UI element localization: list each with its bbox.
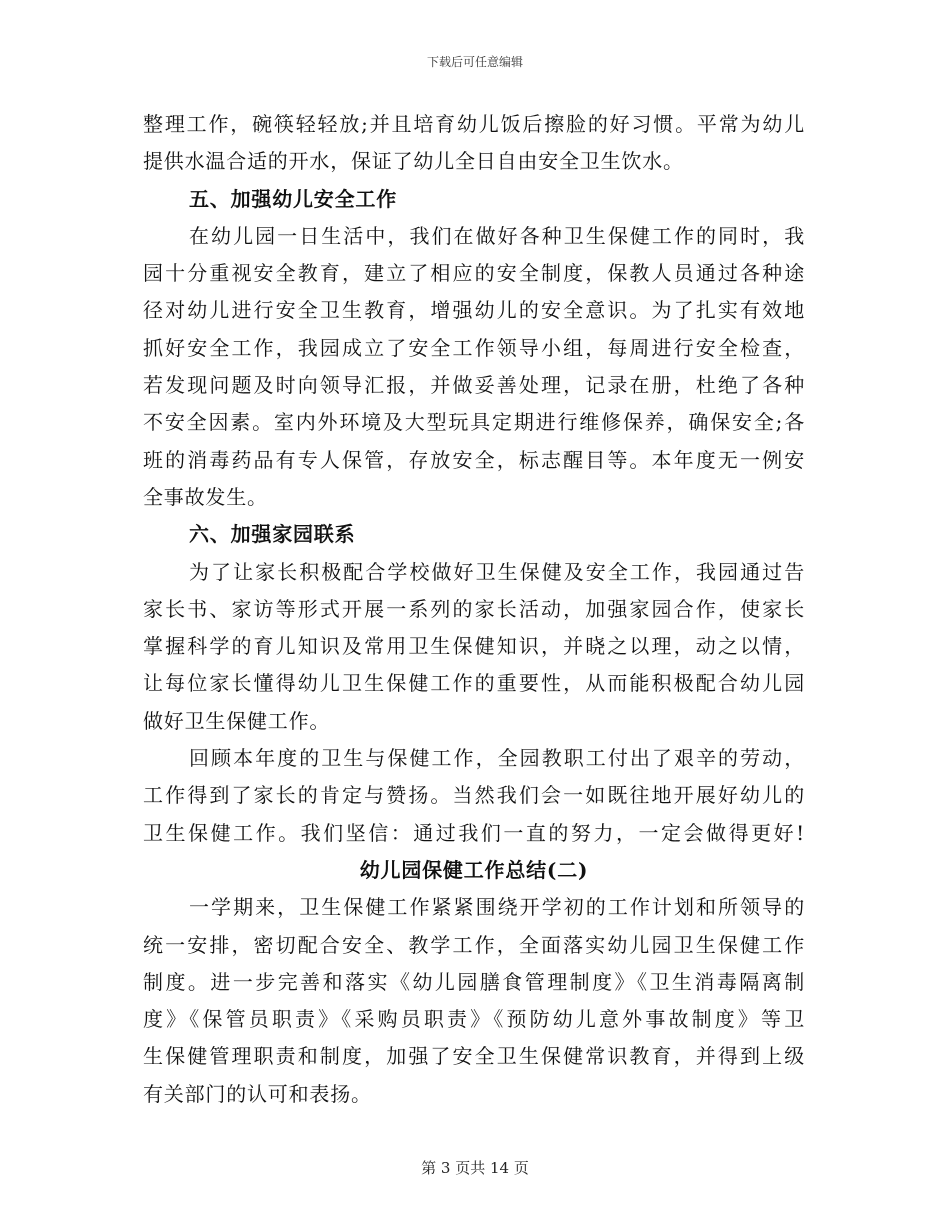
text-line: 度》《保管员职责》《采购员职责》《预防幼儿意外事故制度》等卫 xyxy=(143,1007,805,1032)
text-line: 径对幼儿进行安全卫生教育，增强幼儿的安全意识。为了扎实有效地 xyxy=(143,298,805,323)
text-line: 制度。进一步完善和落实《幼儿园膳食管理制度》《卫生消毒隔离制 xyxy=(143,969,805,994)
text-line: 抓好安全工作，我园成立了安全工作领导小组，每周进行安全检查， xyxy=(143,335,805,360)
text-line: 统一安排，密切配合安全、教学工作，全面落实幼儿园卫生保健工作 xyxy=(143,932,805,957)
text-line: 提供水温合适的开水，保证了幼儿全日自由安全卫生饮水。 xyxy=(143,149,684,174)
text-line: 有关部门的认可和表扬。 xyxy=(143,1081,372,1106)
text-line: 让每位家长懂得幼儿卫生保健工作的重要性，从而能积极配合幼儿园 xyxy=(143,671,805,696)
section-heading: 六、加强家园联系 xyxy=(189,522,356,547)
text-line: 若发现问题及时向领导汇报，并做妥善处理，记录在册，杜绝了各种 xyxy=(143,373,805,398)
document-body xyxy=(143,106,805,1113)
text-line: 在幼儿园一日生活中，我们在做好各种卫生保健工作的同时，我 xyxy=(189,223,805,248)
document-title: 幼儿园保健工作总结(二) xyxy=(359,857,589,882)
section-heading: 五、加强幼儿安全工作 xyxy=(189,186,397,211)
text-line: 掌握科学的育儿知识及常用卫生保健知识，并晓之以理，动之以情， xyxy=(143,634,805,659)
text-line: 整理工作，碗筷轻轻放;并且培育幼儿饭后擦脸的好习惯。平常为幼儿 xyxy=(143,112,805,136)
text-line: 工作得到了家长的肯定与赞扬。当然我们会一如既往地开展好幼儿的 xyxy=(143,783,805,808)
text-line: 班的消毒药品有专人保管，存放安全，标志醒目等。本年度无一例安 xyxy=(143,447,805,472)
text-line: 园十分重视安全教育，建立了相应的安全制度，保教人员通过各种途 xyxy=(143,261,805,286)
text-line: 卫生保健工作。我们坚信：通过我们一直的努力，一定会做得更好! xyxy=(143,820,805,845)
text-line: 全事故发生。 xyxy=(143,484,268,509)
text-line: 不安全因素。室内外环境及大型玩具定期进行维修保养，确保安全;各 xyxy=(143,410,805,435)
text-line: 一学期来，卫生保健工作紧紧围绕开学初的工作计划和所领导的 xyxy=(189,895,805,920)
text-line: 家长书、家访等形式开展一系列的家长活动，加强家园合作，使家长 xyxy=(143,596,805,621)
page-header: 下载后可任意编辑 xyxy=(426,55,523,69)
text-line: 生保健管理职责和制度，加强了安全卫生保健常识教育，并得到上级 xyxy=(143,1044,805,1069)
page-footer: 第 3 页共 14 页 xyxy=(421,1159,529,1177)
text-line: 做好卫生保健工作。 xyxy=(143,708,331,733)
text-line: 回顾本年度的卫生与保健工作，全园教职工付出了艰辛的劳动， xyxy=(189,746,805,771)
text-line: 为了让家长积极配合学校做好卫生保健及安全工作，我园通过告 xyxy=(189,559,805,584)
